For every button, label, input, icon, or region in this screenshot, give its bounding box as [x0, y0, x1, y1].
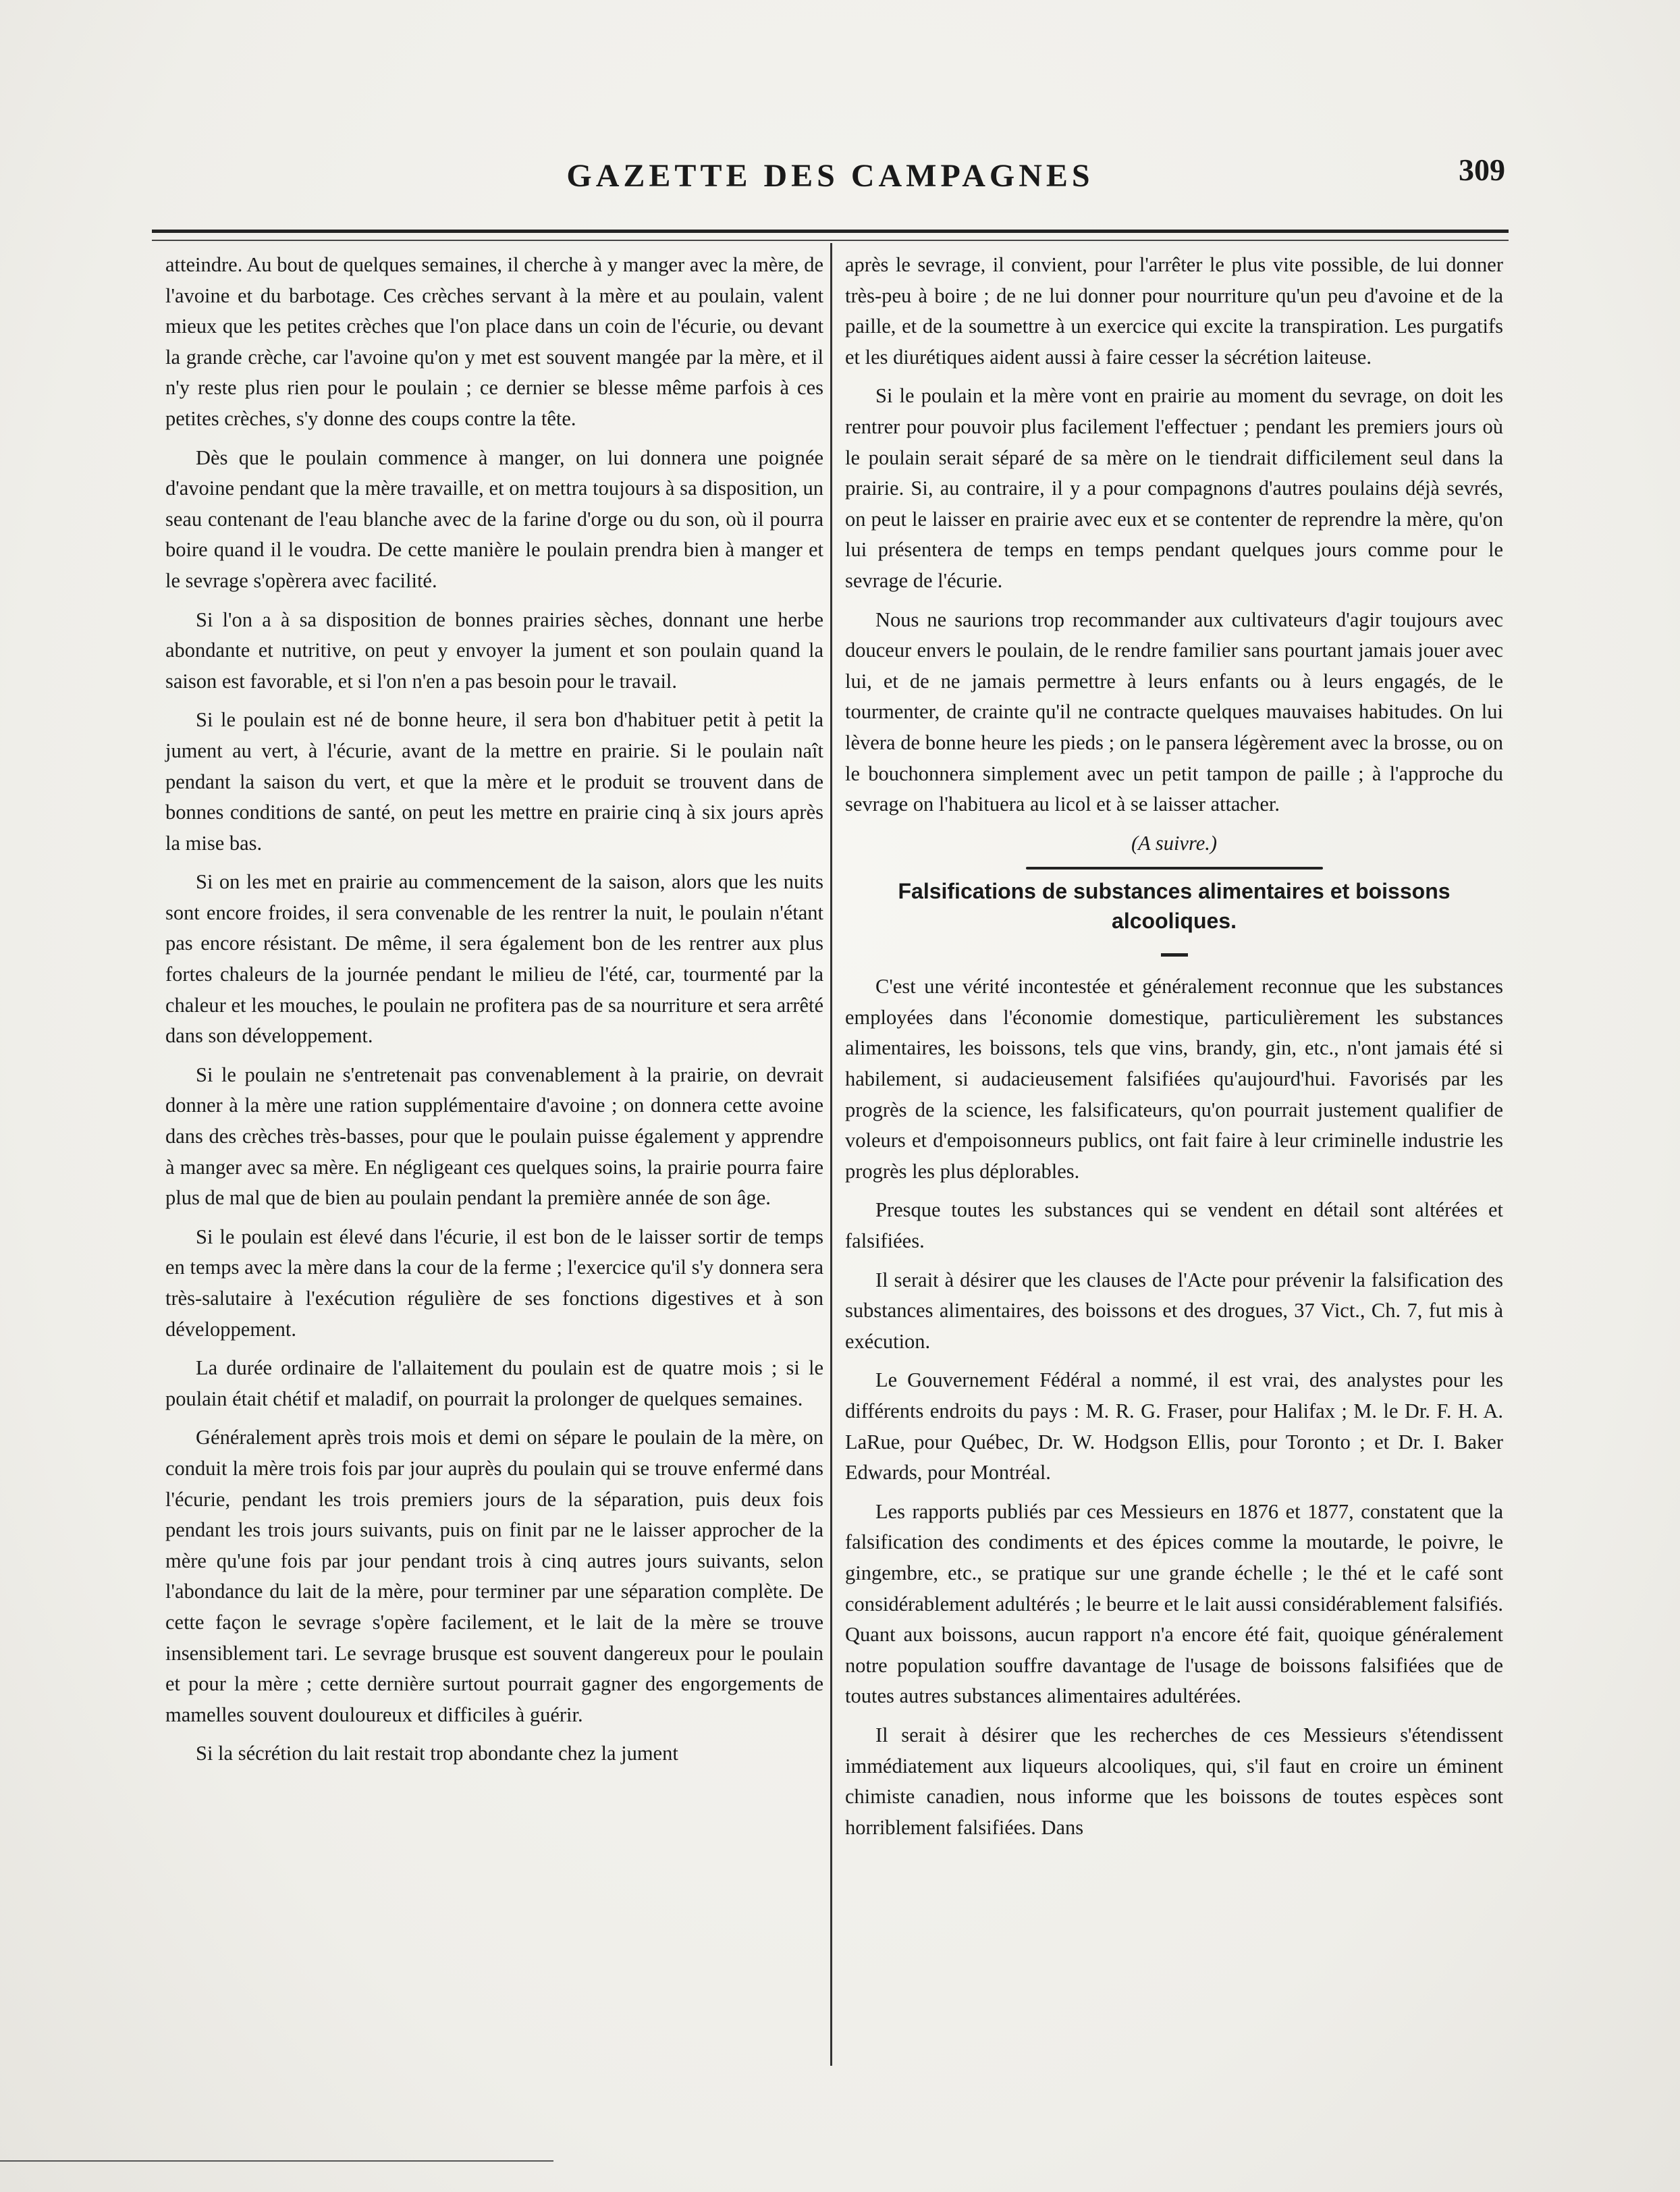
paragraph: Si la sécrétion du lait restait trop abondante chez la jument	[196, 1742, 678, 1765]
section-separator	[1026, 867, 1323, 870]
title-rule	[1161, 953, 1188, 957]
paragraph: Nous ne saurions trop recommander aux cultivateurs d'agir toujours avec douceur envers le poulain, de le rendre familier sans pourtant jamais jouer avec lui, et de ne jamais permettre à leurs enfants ou à leurs engagés, de le tourmenter, de crainte qu'il ne contracte quelques mauvaises habitudes. On lui lèvera de bonne heure les pieds ; on le pansera légèrement avec la brosse, ou on le bouchonnera simplement avec un petit tampon de paille ; à l'approche du sevrage on l'habituera au licol et à se laisser attacher.	[845, 608, 1503, 816]
paragraph: La durée ordinaire de l'allaitement du poulain est de quatre mois ; si le poulain était chétif et maladif, on pourrait la prolonger de quelques semaines.	[165, 1356, 823, 1410]
paragraph: Si le poulain et la mère vont en prairie au moment du sevrage, on doit les rentrer pour pouvoir plus facilement l'effectuer ; pendant les premiers jours où le poulain serait séparé de sa mère on le tiendrait difficilement seul dans la prairie. Si, au contraire, il y a pour compagnons d'autres poulains déjà sevrés, on peut le laisser en prairie avec eux et se contenter de reprendre la mère, qu'on lui présentera de temps en temps pendant quelques jours comme pour le sevrage de l'écurie.	[845, 384, 1503, 592]
paragraph: Dès que le poulain commence à manger, on lui donnera une poignée d'avoine pendant que la mère travaille, et on mettra toujours à sa disposition, un seau contenant de l'eau blanche avec de la farine d'orge ou du son, où il pourra boire quand il le voudra. De cette manière le poulain prendra bien à manger et le sevrage s'opèrera avec facilité.	[165, 446, 823, 592]
paragraph: Les rapports publiés par ces Messieurs en 1876 et 1877, constatent que la falsification des condiments et des épices comme la moutarde, le poivre, le gingembre, etc., se pratique sur une grande échelle ; le thé et le café sont considérablement adultérés ; le beurre et le lait aussi considérablement falsifiés. Quant aux boissons, aucun rapport n'a encore été fait, quoique généralement notre population souffre davantage de l'usage de boissons falsifiées que de toutes autres substances alimentaires adultérées.	[845, 1499, 1503, 1708]
paragraph: Si le poulain est élevé dans l'écurie, il est bon de le laisser sortir de temps en temps avec la mère dans la cour de la ferme ; l'exercice qu'il s'y donnera sera très-salutaire à l'exécution régulière de ses fonctions digestives et à son développement.	[165, 1225, 823, 1341]
paragraph: Si l'on a à sa disposition de bonnes prairies sèches, donnant une herbe abondante et nutritive, on peut y envoyer la jument et son poulain quand la saison est favorable, et si l'on n'en a pas besoin pour le travail.	[165, 608, 823, 693]
masthead-title: GAZETTE DES CAMPAGNES	[566, 158, 1094, 194]
paragraph: Si le poulain est né de bonne heure, il sera bon d'habituer petit à petit la jument au vert, à l'écurie, avant de la mettre en prairie. Si le poulain naît pendant la saison du vert, et que la mère et le produit se trouvent dans de bonnes conditions de santé, on peut les mettre en prairie cinq à six jours après la mise bas.	[165, 708, 823, 855]
paragraph: Si on les met en prairie au commencement de la saison, alors que les nuits sont encore froides, il sera convenable de les rentrer la nuit, le poulain n'étant pas encore résistant. De même, il sera également bon de les rentrer aux plus fortes chaleurs de la journée pendant le milieu de l'été, car, tourmenté par la chaleur et les mouches, le poulain ne profitera pas de sa nourriture et sera arrêté dans son développement.	[165, 870, 823, 1048]
paragraph: Généralement après trois mois et demi on sépare le poulain de la mère, on conduit la mère trois fois par jour auprès du poulain qui se trouve enfermé dans l'écurie, pendant les trois premiers jours de la séparation, puis deux fois pendant les trois jours suivants, puis on finit par ne le laisser approcher de la mère qu'une fois par jour pendant trois à cinq autres jours suivants, selon l'abondance du lait de la mère, pour terminer par une séparation complète. De cette façon le sevrage s'opère facilement, et le lait de la mère se trouve insensiblement tari. Le sevrage brusque est souvent dangereux pour le poulain et pour la mère ; cette dernière surtout pourrait gagner des engorgements de mamelles souvent douloureux et difficiles à guérir.	[165, 1426, 823, 1726]
page-header	[155, 145, 1505, 206]
bottom-rule	[0, 2160, 553, 2162]
paragraph: Il serait à désirer que les recherches de ces Messieurs s'étendissent immédiatement aux liqueurs alcooliques, qui, s'il faut en croire un éminent chimiste canadien, nous informe que les boissons de toutes espèces sont horriblement falsifiées. Dans	[845, 1723, 1503, 1839]
left-column	[165, 250, 823, 1777]
paragraph: C'est une vérité incontestée et généralement reconnue que les substances employées dans l'économie domestique, particulièrement les substances alimentaires, les boissons, tels que vins, brandy, gin, etc., n'ont jamais été si habilement, si audacieusement falsifiées qu'aujourd'hui. Favorisés par les progrès de la science, les falsificateurs, qu'on pourrait justement qualifier de voleurs et d'empoisonneurs publics, ont fait faire à leur criminelle industrie les progrès les plus déplorables.	[845, 975, 1503, 1183]
paragraph: Le Gouvernement Fédéral a nommé, il est vrai, des analystes pour les différents endroits du pays : M. R. G. Fraser, pour Halifax ; M. le Dr. F. H. A. LaRue, pour Québec, Dr. W. Hodgson Ellis, pour Toronto ; et Dr. I. Baker Edwards, pour Montréal.	[845, 1368, 1503, 1485]
to-be-continued: (A suivre.)	[1131, 831, 1218, 855]
paragraph: atteindre. Au bout de quelques semaines, il cherche à y manger avec la mère, de l'avoine et du barbotage. Ces crèches servant à la mère et au poulain, valent mieux que les petites crèches que l'on place dans un coin de l'écurie, ou devant la grande crèche, car l'avoine qu'on y met est souvent mangée par la mère, et il n'y reste plus rien pour le poulain ; ce dernier se blesse même parfois à ces petites crèches, s'y donne des coups contre la tête.	[165, 253, 823, 430]
page-number: 309	[1459, 153, 1505, 187]
header-rule	[152, 230, 1509, 241]
paragraph: Presque toutes les substances qui se vendent en détail sont altérées et falsifiées.	[845, 1198, 1503, 1253]
right-column	[845, 250, 1503, 1851]
paragraph: Si le poulain ne s'entretenait pas convenablement à la prairie, on devrait donner à la mère une ration supplémentaire d'avoine ; on donnera cette avoine dans des crèches très-basses, pour que le poulain puisse également y apprendre à manger avec sa mère. En négligeant ces quelques soins, la prairie pourra faire plus de mal que de bien au poulain pendant la première année de son âge.	[165, 1063, 823, 1210]
column-divider	[830, 243, 832, 2066]
section-title: Falsifications de substances alimentaires et boissons alcooliques.	[898, 879, 1451, 934]
paragraph: Il serait à désirer que les clauses de l'Acte pour prévenir la falsification des substances alimentaires, des boissons et des drogues, 37 Vict., Ch. 7, fut mis à exécution.	[845, 1268, 1503, 1353]
paragraph: après le sevrage, il convient, pour l'arrêter le plus vite possible, de lui donner très-peu à boire ; de ne lui donner pour nourriture qu'un peu d'avoine et de la paille, et de la soumettre à un exercice qui excite la transpiration. Les purgatifs et les diurétiques aident aussi à faire cesser la sécrétion laiteuse.	[845, 253, 1503, 369]
